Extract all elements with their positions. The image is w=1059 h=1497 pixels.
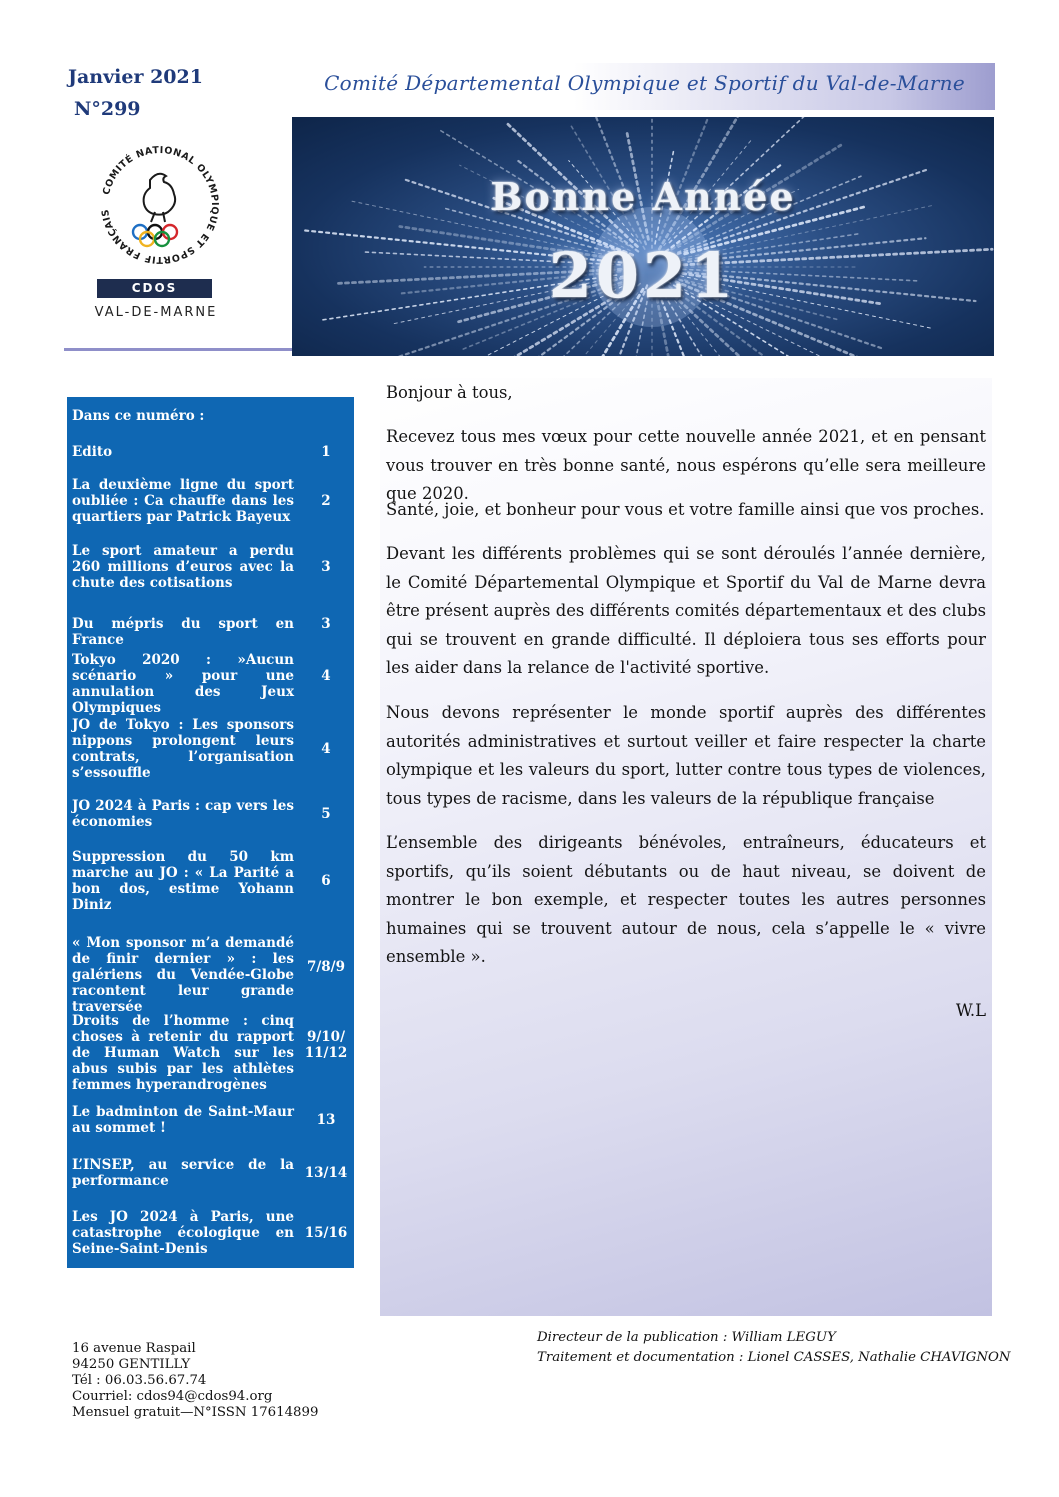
credits-block [537, 1328, 1011, 1368]
editorial-paragraph: Nous devons représenter le monde sportif auprès des différentes autorités administratives et surtout veiller et faire respecter la charte olympique et les valeurs du sport, lutter contre tous types de violences, tous types de racisme, dans les valeurs de la république française [386, 703, 986, 808]
toc-item-page: 4 [321, 741, 331, 757]
cdos-badge: CDOS [97, 279, 212, 298]
editorial-paragraph: L’ensemble des dirigeants bénévoles, entraîneurs, éducateurs et sportifs, qu’ils soient débutants ou de haut niveau, se doivent de montrer le bon exemple, et respecter toutes les autres personnes humaines qui se trouvent autour de nous, cela s’appelle le « vivre ensemble ». [386, 833, 986, 966]
editorial-paragraph: Recevez tous mes vœux pour cette nouvelle année 2021, et en pensant vous trouver en très bonne santé, nous espérons qu’elle sera meilleure que 2020. [386, 427, 986, 503]
toc-item-page: 1 [321, 444, 331, 460]
address-line: Tél : 06.03.56.67.74 [72, 1373, 207, 1388]
address-block [72, 1341, 318, 1421]
toc-item-title: JO 2024 à Paris : cap vers les économies [72, 798, 294, 830]
toc-item-page: 6 [321, 873, 331, 889]
address-line: 16 avenue Raspail [72, 1341, 196, 1356]
toc-item-page: 15/16 [304, 1225, 348, 1241]
toc-item-title: Droits de l’homme : cinq choses à retenir du rapport de Human Watch sur les abus subis par les athlètes femmes hyperandrogènes [72, 1013, 294, 1093]
new-year-banner [292, 117, 994, 356]
issue-date: Janvier 2021 [68, 66, 203, 88]
toc-item-page: 13/14 [304, 1165, 348, 1181]
editorial-paragraph: Santé, joie, et bonheur pour vous et votre famille ainsi que vos proches. [386, 500, 985, 519]
toc-item-title: Le sport amateur a perdu 260 millions d’euros avec la chute des cotisations [72, 543, 294, 591]
toc-item-page: 2 [321, 493, 331, 509]
logo-ring-text: COMITÉ NATIONAL OLYMPIQUE ET SPORTIF FRANÇAIS [100, 144, 221, 266]
toc-heading: Dans ce numéro : [72, 408, 205, 424]
firework-icon [292, 117, 994, 356]
toc-item-title: L’INSEP, au service de la performance [72, 1157, 294, 1189]
address-line: Mensuel gratuit—N°ISSN 17614899 [72, 1405, 319, 1420]
toc-item-title: Edito [72, 444, 113, 460]
address-line: 94250 GENTILLY [72, 1357, 191, 1372]
toc-item-title: Le badminton de Saint-Maur au sommet ! [72, 1104, 294, 1136]
toc-item-page: 13 [316, 1112, 336, 1128]
toc-item-title: Tokyo 2020 : »Aucun scénario » pour une annulation des Jeux Olympiques [72, 652, 294, 716]
banner-line-2: 2021 [548, 239, 738, 312]
toc-item-page: 9/10/ 11/12 [304, 1029, 348, 1061]
editorial-paragraph: Devant les différents problèmes qui se sont déroulés l’année dernière, le Comité Départemental Olympique et Sportif du Val de Marne devra être présent auprès des différents comités départementaux et des clubs qui se trouvent en grande difficulté. Il déploiera tous ses efforts pour les aider dans la relance de l'activité sportive. [386, 544, 986, 677]
org-title: Comité Départemental Olympique et Sportif du Val-de-Marne [324, 71, 965, 95]
toc-item-page: 4 [321, 668, 331, 684]
toc-item-page: 3 [321, 616, 331, 632]
issue-number: N°299 [74, 98, 141, 120]
credit-line: Directeur de la publication : William LEGUY [537, 1330, 836, 1345]
toc-item-page: 3 [321, 559, 331, 575]
logo-subtitle: VAL-DE-MARNE [94, 305, 218, 320]
banner-line-1: Bonne Année [490, 174, 796, 219]
signature: W.L [955, 1001, 986, 1020]
toc-item-title: Suppression du 50 km marche au JO : « La Parité a bon dos, estime Yohann Diniz [72, 849, 294, 913]
toc-item-title: Du mépris du sport en France [72, 616, 294, 648]
table-of-contents [67, 397, 354, 1268]
toc-item-title: « Mon sponsor m’a demandé de finir dernier » : les galériens du Vendée-Globe racontent leur grande traversée [72, 935, 294, 1015]
editorial [380, 378, 992, 1316]
toc-item-page: 5 [321, 806, 331, 822]
editorial-paragraph: Bonjour à tous, [386, 383, 513, 402]
header-rule [64, 348, 292, 351]
address-line: Courriel: cdos94@cdos94.org [72, 1389, 273, 1404]
toc-item-page: 7/8/9 [306, 959, 346, 975]
cnosf-logo [95, 140, 225, 270]
toc-item-title: Les JO 2024 à Paris, une catastrophe écologique en Seine-Saint-Denis [72, 1209, 294, 1257]
credit-line: Traitement et documentation : Lionel CASSES, Nathalie CHAVIGNON [537, 1350, 1011, 1365]
title-band [292, 63, 995, 110]
toc-item-title: JO de Tokyo : Les sponsors nippons prolongent leurs contrats, l’organisation s’essouffle [72, 717, 294, 781]
toc-item-title: La deuxième ligne du sport oubliée : Ca chauffe dans les quartiers par Patrick Bayeux [72, 477, 294, 525]
